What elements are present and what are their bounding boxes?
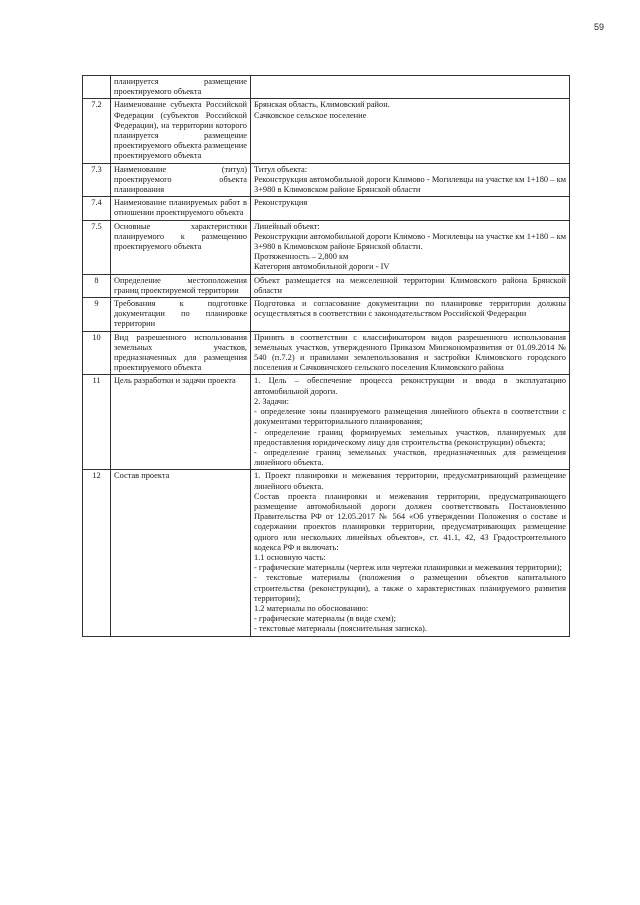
row-field-name: Требования к подготовке документации по планировке территории <box>111 298 251 332</box>
value-paragraph: 1. Цель – обеспечение процесса реконструкции и ввода в эксплуатацию автомобильной дороги. <box>254 376 566 396</box>
row-field-value <box>251 197 570 220</box>
row-field-value <box>251 76 570 99</box>
table-row <box>83 298 570 332</box>
value-paragraph: Объект размещается на межселенной территории Климовского района Брянской области <box>254 275 566 295</box>
row-field-value <box>251 220 570 274</box>
value-paragraph: - текстовые материалы (пояснительная записка). <box>254 624 427 634</box>
row-number: 7.5 <box>83 220 111 274</box>
table-row <box>83 99 570 163</box>
table-row <box>83 163 570 197</box>
row-field-value <box>251 163 570 197</box>
value-paragraph: 1. Проект планировки и межевания территории, предусматривающий размещение линейного объекта. <box>254 471 566 491</box>
row-field-name: Наименование субъекта Российской Федерации (субъектов Российской Федерации), на территории которого планируется размещение проектируемого объекта размещение проектируемого объекта <box>111 99 251 163</box>
row-number: 7.2 <box>83 99 111 163</box>
table-row <box>83 375 570 470</box>
row-field-name: Наименование (титул) проектируемого объекта планирования <box>111 163 251 197</box>
value-paragraph: Состав проекта планировки и межевания территории, предусматривающего размещение автомобильной дороги должен соответствовать Постановлению Правительства РФ от 12.05.2017 № 564 «Об утверждении Положения о составе и содержании проектов планировки территории, предусматривающих размещение одного или нескольких линейных объектов», ст. 41.1, 42, 43 Градостроительного кодекса РФ и включать: <box>254 491 566 552</box>
value-paragraph: - графические материалы (в виде схем); <box>254 614 396 624</box>
row-field-value <box>251 99 570 163</box>
value-paragraph: Реконструкция автомобильной дороги Климово - Могилевцы на участке км 1+180 – км 3+980 в Климовском районе Брянской области <box>254 174 566 195</box>
row-field-name: Вид разрешенного использования земельных участков, предназначенных для размещения проектируемого объекта <box>111 331 251 375</box>
value-paragraph: 1.1 основную часть: <box>254 552 326 562</box>
table-row <box>83 331 570 375</box>
table-body <box>83 76 570 637</box>
row-number: 10 <box>83 331 111 375</box>
row-field-name: планируется размещение проектируемого объекта <box>111 76 251 99</box>
page-number: 59 <box>593 22 604 32</box>
value-paragraph: Титул объекта: <box>254 164 308 174</box>
value-paragraph: - графические материалы (чертеж или чертежи планировки и межевания территории); <box>254 563 562 573</box>
table-row <box>83 220 570 274</box>
value-paragraph: - текстовые материалы (положения о размещении объектов капитального строительства (реконструкции), а также о характеристиках планируемого развития территории); <box>254 573 566 603</box>
value-paragraph: 1.2 материалы по обоснованию: <box>254 603 369 613</box>
row-number: 12 <box>83 470 111 636</box>
value-paragraph: Линейный объект: <box>254 221 320 231</box>
row-field-name: Определение местоположения границ проектируемой территории <box>111 274 251 297</box>
row-field-value <box>251 298 570 332</box>
value-paragraph: 2. Задачи: <box>254 396 289 406</box>
row-field-name: Наименование планируемых работ в отношении проектируемого объекта <box>111 197 251 220</box>
table-row <box>83 274 570 297</box>
row-field-value <box>251 470 570 636</box>
table-row <box>83 197 570 220</box>
row-number: 7.4 <box>83 197 111 220</box>
value-paragraph: - определение границ формируемых земельных участков, планируемых для предоставления юридическому лицу для строительства (реконструкции) объекта; <box>254 427 566 447</box>
table-row <box>83 470 570 636</box>
value-paragraph: Брянская область, Климовский район. <box>254 100 390 110</box>
row-number: 8 <box>83 274 111 297</box>
value-paragraph: Реконструкция <box>254 198 308 208</box>
row-field-value <box>251 331 570 375</box>
row-field-value <box>251 375 570 470</box>
value-paragraph: Принять в соответствии с классификатором видов разрешенного использования земельных участков, утвержденного Приказом Минэкономразвития от 01.09.2014 № 540 (п.7.2) и правилами землепользования и застройки Климовского городского поселения и Сачковичского сельского поселения Климовского района <box>254 332 566 373</box>
row-field-name: Цель разработки и задачи проекта <box>111 375 251 470</box>
value-paragraph: - определение границ земельных участков, предназначенных для размещения линейного объекта. <box>254 447 566 468</box>
row-number: 11 <box>83 375 111 470</box>
value-paragraph: Подготовка и согласование документации по планировке территории должны осуществляться в соответствии с законодательством Российской Федерации <box>254 299 566 319</box>
row-field-value <box>251 274 570 297</box>
value-paragraph: Сачковское сельское поселение <box>254 110 367 120</box>
row-field-name: Основные характеристики планируемого к размещению проектируемого объекта <box>111 220 251 274</box>
requirements-table <box>82 75 570 637</box>
row-number: 7.3 <box>83 163 111 197</box>
value-paragraph: Категория автомобильной дороги - IV <box>254 262 390 272</box>
row-number: 9 <box>83 298 111 332</box>
value-paragraph: - определение зоны планируемого размещения линейного объекта в соответствии с документами территориального планирования; <box>254 407 566 427</box>
row-number <box>83 76 111 99</box>
value-paragraph: Реконструкции автомобильной дороги Климово - Могилевцы на участке км 1+180 – км 3+980 в Климовском районе Брянской области. <box>254 231 566 252</box>
row-field-name: Состав проекта <box>111 470 251 636</box>
table-row <box>83 76 570 99</box>
value-paragraph: Протяженность – 2,800 км <box>254 252 349 262</box>
